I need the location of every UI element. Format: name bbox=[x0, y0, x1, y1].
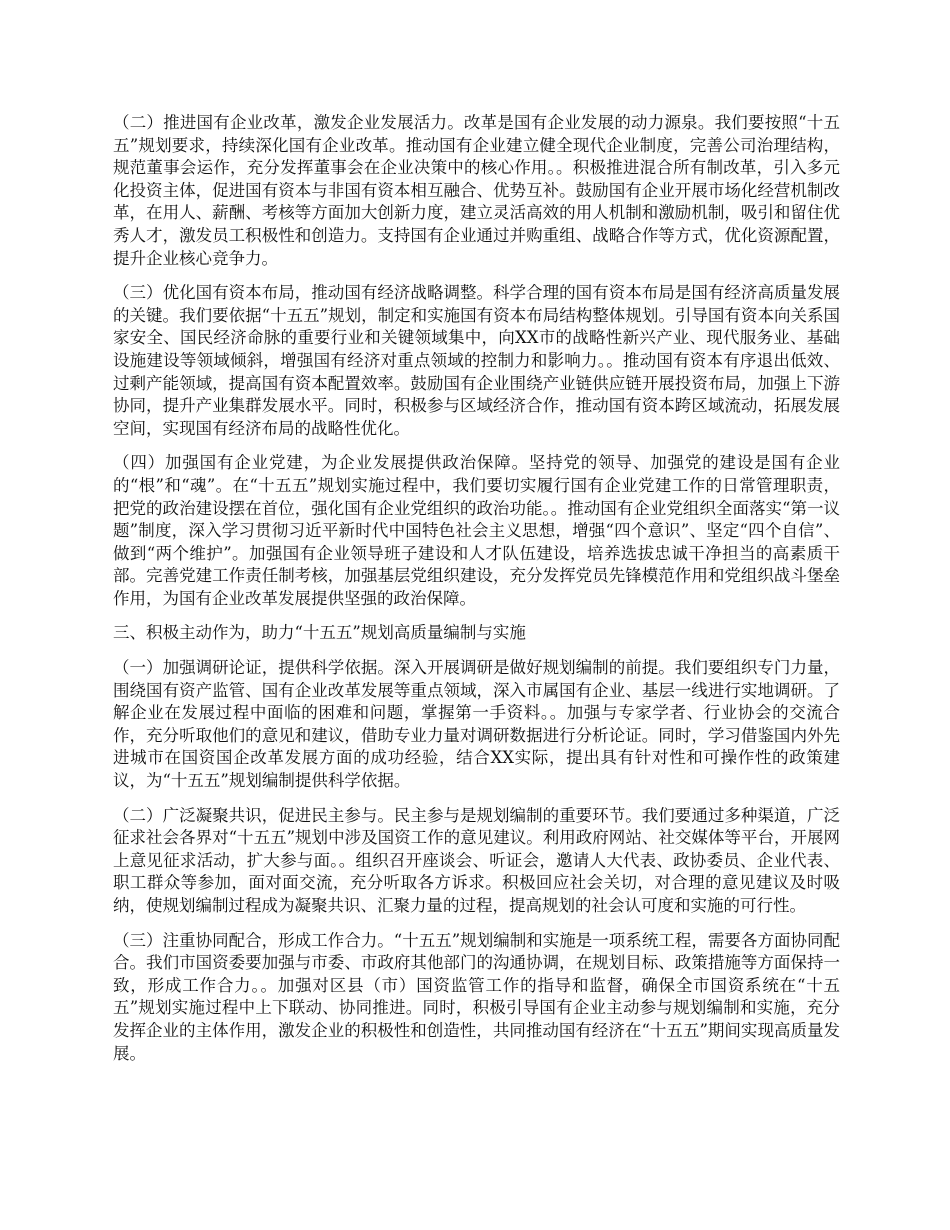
paragraph-party-building: （四）加强国有企业党建，为企业发展提供政治保障。坚持党的领导、加强党的建设是国有企业的“根”和“魂”。在“十五五”规划实施过程中，我们要切实履行国有企业党建工作的日常管理职责，把党的政治建设摆在首位，强化国有企业党组织的政治功能。。推动国有企业党组织全面落实“第一议题”制度，深入学习贯彻习近平新时代中国特色社会主义思想，增强“四个意识”、坚定“四个自信”、做到“两个维护”。加强国有企业领导班子建设和人才队伍建设，培养选拔忠诚干净担当的高素质干部。完善党建工作责任制考核，加强基层党组织建设，充分发挥党员先锋模范作用和党组织战斗堡垒作用，为国有企业改革发展提供坚强的政治保障。 bbox=[113, 453, 840, 608]
paragraph-coordination: （三）注重协同配合，形成工作合力。“十五五”规划编制和实施是一项系统工程，需要各方面协同配合。我们市国资委要加强与市委、市政府其他部门的沟通协调，在规划目标、政策措施等方面保持一致，形成工作合力。。加强对区县（市）国资监管工作的指导和监督，确保全市国资系统在“十五五”规划实施过程中上下联动、协同推进。同时，积极引导国有企业主动参与规划编制和实施，充分发挥企业的主体作用，激发企业的积极性和创造性，共同推动国有经济在“十五五”期间实现高质量发展。 bbox=[113, 930, 840, 1063]
paragraph-capital-layout: （三）优化国有资本布局，推动国有经济战略调整。科学合理的国有资本布局是国有经济高质量发展的关键。我们要依据“十五五”规划，制定和实施国有资本布局结构整体规划。引导国有资本向关系国家安全、国民经济命脉的重要行业和关键领域集中，向XX市的战略性新兴产业、现代服务业、基础设施建设等领域倾斜，增强国有经济对重点领域的控制力和影响力。。推动国有资本有序退出低效、过剩产能领域，提高国有资本配置效率。鼓励国有企业围绕产业链供应链开展投资布局，加强上下游协同，提升产业集群发展水平。同时，积极参与区域经济合作，推动国有资本跨区域流动，拓展发展空间，实现国有经济布局的战略性优化。 bbox=[113, 283, 840, 438]
paragraph-research: （一）加强调研论证，提供科学依据。深入开展调研是做好规划编制的前提。我们要组织专门力量，围绕国有资产监管、国有企业改革发展等重点领域，深入市属国有企业、基层一线进行实地调研。了解企业在发展过程中面临的困难和问题，掌握第一手资料。。加强与专家学者、行业协会的交流合作，充分听取他们的意见和建议，借助专业力量对调研数据进行分析论证。同时，学习借鉴国内外先进城市在国资国企改革发展方面的成功经验，结合XX实际，提出具有针对性和可操作性的政策建议，为“十五五”规划编制提供科学依据。 bbox=[113, 658, 840, 791]
section-heading: 三、积极主动作为，助力“十五五”规划高质量编制与实施 bbox=[113, 623, 526, 643]
document-page bbox=[113, 112, 840, 1077]
paragraph-reform: （二）推进国有企业改革，激发企业发展活力。改革是国有企业发展的动力源泉。我们要按照“十五五”规划要求，持续深化国有企业改革。推动国有企业建立健全现代企业制度，完善公司治理结构，规范董事会运作，充分发挥董事会在企业决策中的核心作用。。积极推进混合所有制改革，引入多元化投资主体，促进国有资本与非国有资本相互融合、优势互补。鼓励国有企业开展市场化经营机制改革，在用人、薪酬、考核等方面加大创新力度，建立灵活高效的用人机制和激励机制，吸引和留住优秀人才，激发员工积极性和创造力。支持国有企业通过并购重组、战略合作等方式，优化资源配置，提升企业核心竞争力。 bbox=[113, 113, 840, 268]
paragraph-consensus: （二）广泛凝聚共识，促进民主参与。民主参与是规划编制的重要环节。我们要通过多种渠道，广泛征求社会各界对“十五五”规划中涉及国资工作的意见建议。利用政府网站、社交媒体等平台，开展网上意见征求活动，扩大参与面。。组织召开座谈会、听证会，邀请人大代表、政协委员、企业代表、职工群众等参加，面对面交流，充分听取各方诉求。积极回应社会关切，对合理的意见建议及时吸纳，使规划编制过程成为凝聚共识、汇聚力量的过程，提高规划的社会认可度和实施的可行性。 bbox=[113, 805, 840, 915]
